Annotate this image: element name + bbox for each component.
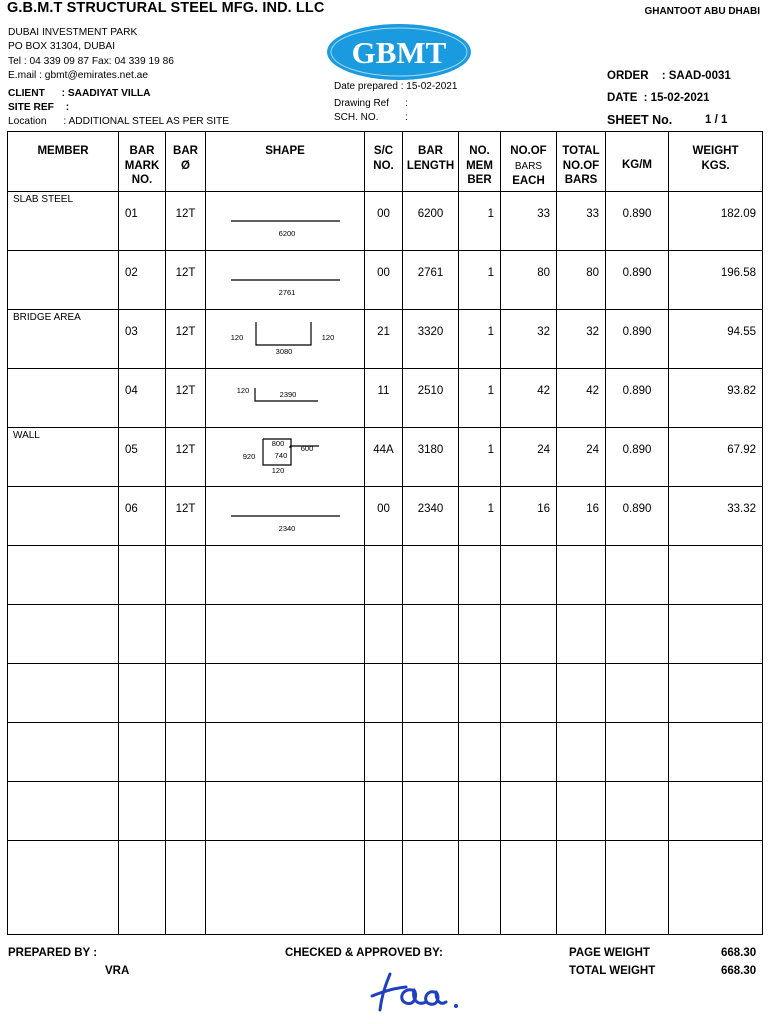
empty-cell bbox=[166, 723, 206, 782]
kg-per-m-cell bbox=[606, 192, 669, 251]
empty-cell bbox=[119, 546, 166, 605]
total-bars: 32 bbox=[586, 326, 599, 338]
drawing-ref-label: Drawing Ref bbox=[334, 98, 390, 109]
sc-no: 11 bbox=[377, 385, 390, 397]
total-bars-cell bbox=[557, 192, 606, 251]
sc-no: 00 bbox=[377, 267, 390, 279]
no-bars-each: 33 bbox=[537, 208, 550, 220]
empty-cell bbox=[669, 841, 763, 935]
empty-cell bbox=[206, 605, 365, 664]
bar-length: 2340 bbox=[417, 503, 444, 515]
total-weight-label: TOTAL WEIGHT bbox=[569, 965, 656, 977]
sheet-line bbox=[607, 113, 728, 127]
bar-dia: 12T bbox=[175, 326, 196, 338]
empty-cell bbox=[206, 664, 365, 723]
sc-no: 21 bbox=[377, 326, 390, 338]
kg-per-m: 0.890 bbox=[622, 267, 652, 279]
no-member: 1 bbox=[487, 444, 494, 456]
weight-kgs-cell bbox=[669, 487, 763, 546]
no-member: 1 bbox=[487, 267, 494, 279]
kg-per-m: 0.890 bbox=[622, 208, 652, 220]
total-bars: 24 bbox=[586, 444, 599, 456]
weight-kgs: 94.55 bbox=[727, 326, 756, 338]
col-total-bars: TOTAL NO.OF BARS bbox=[557, 132, 606, 192]
checked-approved-label: CHECKED & APPROVED BY: bbox=[285, 947, 443, 959]
col-no-bars-each: NO.OF BARS EACH bbox=[501, 132, 557, 192]
weight-kgs: 196.58 bbox=[720, 267, 756, 279]
empty-cell bbox=[669, 605, 763, 664]
shape-dim-label: 120 bbox=[271, 466, 285, 475]
page-weight-label: PAGE WEIGHT bbox=[569, 947, 650, 959]
empty-cell bbox=[606, 723, 669, 782]
sc-no: 00 bbox=[377, 503, 390, 515]
empty-cell bbox=[206, 546, 365, 605]
total-weight-value: 668.30 bbox=[721, 965, 757, 977]
bar-dia-cell bbox=[166, 251, 206, 310]
shape-dim-label: 120 bbox=[236, 386, 250, 395]
col-kgm: KG/M bbox=[606, 132, 669, 192]
col-weight: WEIGHT KGS. bbox=[669, 132, 763, 192]
bar-mark-cell bbox=[119, 487, 166, 546]
bar-shape-drawing bbox=[206, 251, 365, 309]
no-member: 1 bbox=[487, 208, 494, 220]
empty-cell bbox=[365, 546, 403, 605]
logo-text: GBMT bbox=[351, 35, 447, 70]
empty-cell bbox=[119, 841, 166, 935]
no-member-cell bbox=[459, 487, 501, 546]
drawing-ref-value: : bbox=[405, 98, 408, 109]
weight-kgs-cell bbox=[669, 192, 763, 251]
empty-cell bbox=[459, 782, 501, 841]
empty-cell bbox=[403, 841, 459, 935]
bar-dia-cell bbox=[166, 428, 206, 487]
phone-fax: Tel : 04 339 09 87 Fax: 04 339 19 86 bbox=[8, 56, 174, 67]
empty-cell bbox=[459, 664, 501, 723]
empty-cell bbox=[459, 605, 501, 664]
total-bars-cell bbox=[557, 251, 606, 310]
weight-kgs-cell bbox=[669, 251, 763, 310]
kg-per-m: 0.890 bbox=[622, 503, 652, 515]
weight-kgs: 93.82 bbox=[727, 385, 756, 397]
empty-cell bbox=[501, 841, 557, 935]
shape-cell bbox=[206, 369, 365, 428]
no-bars-each-cell bbox=[501, 310, 557, 369]
kg-per-m: 0.890 bbox=[622, 385, 652, 397]
no-member: 1 bbox=[487, 326, 494, 338]
location-label: Location bbox=[8, 116, 47, 127]
total-bars: 80 bbox=[586, 267, 599, 279]
member-label: BRIDGE AREA bbox=[13, 312, 81, 323]
table-row bbox=[8, 428, 763, 487]
sch-no-label: SCH. NO. bbox=[334, 112, 379, 123]
bar-length-cell bbox=[403, 251, 459, 310]
bar-dia-cell bbox=[166, 310, 206, 369]
empty-cell bbox=[119, 782, 166, 841]
empty-cell bbox=[8, 664, 119, 723]
empty-cell bbox=[119, 723, 166, 782]
bar-length-cell bbox=[403, 369, 459, 428]
kg-per-m: 0.890 bbox=[622, 444, 652, 456]
bar-mark: 06 bbox=[125, 503, 138, 515]
sc-no-cell bbox=[365, 251, 403, 310]
order-label: ORDER bbox=[607, 70, 649, 82]
sc-no-cell bbox=[365, 369, 403, 428]
empty-table-row bbox=[8, 546, 763, 605]
empty-cell bbox=[166, 782, 206, 841]
empty-cell bbox=[206, 723, 365, 782]
empty-cell bbox=[501, 782, 557, 841]
bar-mark-cell bbox=[119, 428, 166, 487]
empty-cell bbox=[606, 841, 669, 935]
empty-cell bbox=[403, 723, 459, 782]
shape-dim-label: 120 bbox=[321, 333, 335, 342]
date-prepared: Date prepared : 15-02-2021 bbox=[334, 81, 458, 92]
empty-cell bbox=[606, 546, 669, 605]
empty-cell bbox=[166, 546, 206, 605]
col-no-member: NO. MEM BER bbox=[459, 132, 501, 192]
company-name: G.B.M.T STRUCTURAL STEEL MFG. IND. LLC bbox=[7, 0, 325, 16]
sc-no-cell bbox=[365, 428, 403, 487]
bar-shape-drawing bbox=[206, 369, 365, 427]
bar-length-cell bbox=[403, 428, 459, 487]
page-weight-value: 668.30 bbox=[721, 947, 757, 959]
approval-signature bbox=[368, 970, 468, 1016]
empty-cell bbox=[501, 546, 557, 605]
site-ref-label: SITE REF bbox=[8, 102, 54, 113]
bar-length-cell bbox=[403, 487, 459, 546]
kg-per-m-cell bbox=[606, 487, 669, 546]
empty-cell bbox=[403, 782, 459, 841]
col-shape: SHAPE bbox=[206, 132, 365, 192]
empty-cell bbox=[501, 723, 557, 782]
empty-cell bbox=[669, 723, 763, 782]
col-sc-no: S/C NO. bbox=[365, 132, 403, 192]
member-cell bbox=[8, 428, 119, 487]
empty-cell bbox=[119, 605, 166, 664]
table-row bbox=[8, 487, 763, 546]
bar-dia: 12T bbox=[175, 267, 196, 279]
shape-cell bbox=[206, 428, 365, 487]
total-bars-cell bbox=[557, 487, 606, 546]
empty-cell bbox=[606, 605, 669, 664]
empty-cell bbox=[557, 723, 606, 782]
empty-cell bbox=[365, 605, 403, 664]
empty-cell bbox=[501, 605, 557, 664]
sch-no-line bbox=[334, 112, 408, 123]
bar-mark-cell bbox=[119, 251, 166, 310]
bar-length: 6200 bbox=[417, 208, 444, 220]
shape-dim-label: 600 bbox=[300, 444, 314, 453]
shape-dim-label: 3080 bbox=[275, 347, 293, 356]
empty-cell bbox=[365, 723, 403, 782]
no-bars-each: 32 bbox=[537, 326, 550, 338]
kg-per-m-cell bbox=[606, 251, 669, 310]
bar-mark: 03 bbox=[125, 326, 138, 338]
col-bar-mark: BAR MARK NO. bbox=[119, 132, 166, 192]
sheet-value: 1 / 1 bbox=[705, 114, 728, 126]
no-bars-each-cell bbox=[501, 487, 557, 546]
total-bars-cell bbox=[557, 369, 606, 428]
member-cell bbox=[8, 369, 119, 428]
total-bars-cell bbox=[557, 428, 606, 487]
empty-cell bbox=[669, 664, 763, 723]
no-bars-each-cell bbox=[501, 192, 557, 251]
shape-dim-label: 800 bbox=[271, 439, 285, 448]
bar-dia: 12T bbox=[175, 208, 196, 220]
empty-cell bbox=[365, 782, 403, 841]
empty-table-row bbox=[8, 841, 763, 935]
empty-cell bbox=[501, 664, 557, 723]
empty-cell bbox=[119, 664, 166, 723]
sc-no-cell bbox=[365, 310, 403, 369]
empty-cell bbox=[403, 546, 459, 605]
member-label: SLAB STEEL bbox=[13, 194, 74, 205]
client-value: : SAADIYAT VILLA bbox=[61, 88, 151, 99]
empty-cell bbox=[557, 605, 606, 664]
order-line bbox=[607, 70, 731, 82]
bar-length: 2761 bbox=[417, 267, 444, 279]
date-line bbox=[607, 92, 710, 104]
address-line-1: DUBAI INVESTMENT PARK bbox=[8, 27, 138, 38]
email: E.mail : gbmt@emirates.net.ae bbox=[8, 70, 149, 81]
empty-cell bbox=[557, 782, 606, 841]
bar-mark-cell bbox=[119, 369, 166, 428]
empty-cell bbox=[365, 841, 403, 935]
shape-cell bbox=[206, 310, 365, 369]
no-member: 1 bbox=[487, 385, 494, 397]
kg-per-m-cell bbox=[606, 428, 669, 487]
location-value: : ADDITIONAL STEEL AS PER SITE bbox=[63, 116, 230, 127]
bar-shape-drawing bbox=[206, 192, 365, 250]
kg-per-m-cell bbox=[606, 310, 669, 369]
bar-length: 3320 bbox=[417, 326, 444, 338]
empty-cell bbox=[8, 723, 119, 782]
empty-cell bbox=[403, 664, 459, 723]
bar-schedule-table bbox=[7, 131, 763, 935]
total-bars: 42 bbox=[586, 385, 599, 397]
empty-cell bbox=[166, 841, 206, 935]
shape-dim-label: 2390 bbox=[279, 390, 297, 399]
bar-shape-drawing bbox=[206, 428, 365, 486]
bar-mark: 02 bbox=[125, 267, 138, 279]
bar-shape-drawing bbox=[206, 310, 365, 368]
weight-kgs: 182.09 bbox=[720, 208, 756, 220]
shape-cell bbox=[206, 487, 365, 546]
site-ref-line bbox=[8, 102, 69, 113]
bar-length: 3180 bbox=[417, 444, 444, 456]
empty-cell bbox=[166, 664, 206, 723]
empty-cell bbox=[606, 664, 669, 723]
empty-cell bbox=[459, 841, 501, 935]
member-cell bbox=[8, 310, 119, 369]
sc-no: 44A bbox=[373, 444, 394, 456]
empty-cell bbox=[166, 605, 206, 664]
client-line bbox=[8, 88, 151, 99]
empty-table-row bbox=[8, 723, 763, 782]
empty-table-row bbox=[8, 605, 763, 664]
gbmt-logo bbox=[326, 23, 472, 81]
site-location: GHANTOOT ABU DHABI bbox=[644, 6, 760, 17]
member-cell bbox=[8, 251, 119, 310]
site-ref-value: : bbox=[65, 102, 70, 113]
no-member-cell bbox=[459, 369, 501, 428]
shape-dim-label: 120 bbox=[230, 333, 244, 342]
shape-dim-label: 2340 bbox=[278, 524, 296, 533]
no-bars-each: 16 bbox=[537, 503, 550, 515]
kg-per-m: 0.890 bbox=[622, 326, 652, 338]
col-bar-length: BAR LENGTH bbox=[403, 132, 459, 192]
empty-cell bbox=[206, 841, 365, 935]
shape-dim-label: 2761 bbox=[278, 288, 296, 297]
shape-cell bbox=[206, 192, 365, 251]
bar-mark-cell bbox=[119, 310, 166, 369]
kg-per-m-cell bbox=[606, 369, 669, 428]
bar-length-cell bbox=[403, 310, 459, 369]
col-member: MEMBER bbox=[8, 132, 119, 192]
no-bars-each-cell bbox=[501, 251, 557, 310]
empty-cell bbox=[8, 605, 119, 664]
no-bars-each-cell bbox=[501, 428, 557, 487]
table-header-row bbox=[8, 132, 763, 192]
table-row bbox=[8, 310, 763, 369]
empty-cell bbox=[459, 546, 501, 605]
weight-kgs-cell bbox=[669, 310, 763, 369]
weight-kgs-cell bbox=[669, 428, 763, 487]
weight-kgs-cell bbox=[669, 369, 763, 428]
empty-cell bbox=[557, 664, 606, 723]
bar-dia-cell bbox=[166, 192, 206, 251]
table-row bbox=[8, 192, 763, 251]
sc-no-cell bbox=[365, 487, 403, 546]
empty-cell bbox=[459, 723, 501, 782]
prepared-by-label: PREPARED BY : bbox=[8, 947, 98, 959]
empty-cell bbox=[557, 841, 606, 935]
empty-cell bbox=[557, 546, 606, 605]
sc-no: 00 bbox=[377, 208, 390, 220]
empty-cell bbox=[606, 782, 669, 841]
col-bar-dia: BAR Ø bbox=[166, 132, 206, 192]
drawing-ref-line bbox=[334, 98, 408, 109]
empty-cell bbox=[8, 841, 119, 935]
bar-dia: 12T bbox=[175, 503, 196, 515]
bar-shape-drawing bbox=[206, 487, 365, 545]
sch-no-value: : bbox=[405, 112, 408, 123]
bar-dia-cell bbox=[166, 487, 206, 546]
bar-mark: 05 bbox=[125, 444, 138, 456]
empty-table-row bbox=[8, 782, 763, 841]
no-member-cell bbox=[459, 251, 501, 310]
no-member-cell bbox=[459, 192, 501, 251]
empty-cell bbox=[206, 782, 365, 841]
weight-kgs: 33.32 bbox=[727, 503, 756, 515]
shape-cell bbox=[206, 251, 365, 310]
sc-no-cell bbox=[365, 192, 403, 251]
bar-length-cell bbox=[403, 192, 459, 251]
no-bars-each: 80 bbox=[537, 267, 550, 279]
shape-dim-label: 740 bbox=[274, 451, 288, 460]
order-value: : SAAD-0031 bbox=[661, 70, 731, 82]
empty-cell bbox=[365, 664, 403, 723]
bar-mark: 04 bbox=[125, 385, 138, 397]
no-bars-each: 42 bbox=[537, 385, 550, 397]
empty-cell bbox=[669, 546, 763, 605]
empty-cell bbox=[669, 782, 763, 841]
empty-cell bbox=[8, 782, 119, 841]
total-bars: 16 bbox=[586, 503, 599, 515]
member-label: WALL bbox=[13, 430, 40, 441]
no-bars-each: 24 bbox=[537, 444, 550, 456]
bar-dia: 12T bbox=[175, 385, 196, 397]
bar-dia-cell bbox=[166, 369, 206, 428]
bar-mark-cell bbox=[119, 192, 166, 251]
no-bars-each-cell bbox=[501, 369, 557, 428]
sheet-label: SHEET No. bbox=[607, 113, 673, 127]
table-row bbox=[8, 251, 763, 310]
empty-cell bbox=[8, 546, 119, 605]
shape-dim-label: 6200 bbox=[278, 229, 296, 238]
empty-table-row bbox=[8, 664, 763, 723]
bar-dia: 12T bbox=[175, 444, 196, 456]
total-bars: 33 bbox=[586, 208, 599, 220]
total-bars-cell bbox=[557, 310, 606, 369]
bar-mark: 01 bbox=[125, 208, 138, 220]
date-value: : 15-02-2021 bbox=[643, 92, 710, 104]
date-label: DATE bbox=[607, 92, 638, 104]
prepared-by-value: VRA bbox=[105, 965, 130, 977]
member-cell bbox=[8, 192, 119, 251]
shape-dim-label: 920 bbox=[242, 452, 256, 461]
empty-cell bbox=[403, 605, 459, 664]
no-member-cell bbox=[459, 428, 501, 487]
table-row bbox=[8, 369, 763, 428]
location-line bbox=[8, 116, 229, 127]
client-label: CLIENT bbox=[8, 88, 45, 99]
no-member: 1 bbox=[487, 503, 494, 515]
bar-length: 2510 bbox=[417, 385, 444, 397]
weight-kgs: 67.92 bbox=[727, 444, 756, 456]
address-line-2: PO BOX 31304, DUBAI bbox=[8, 41, 116, 52]
u-bar-shape bbox=[256, 322, 311, 345]
member-cell bbox=[8, 487, 119, 546]
no-member-cell bbox=[459, 310, 501, 369]
